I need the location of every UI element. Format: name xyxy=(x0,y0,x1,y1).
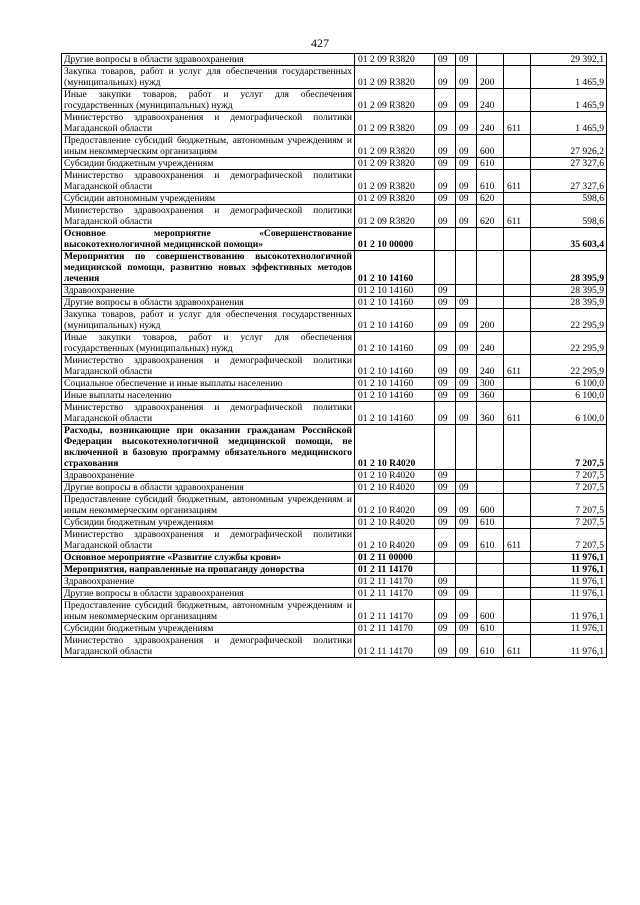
row-section: 09 xyxy=(435,54,456,66)
row-code: 01 2 11 14170 xyxy=(355,576,435,588)
row-expense-type xyxy=(477,576,504,588)
row-amount: 27 327,6 xyxy=(531,170,607,193)
row-admin-code: 611 xyxy=(504,355,531,378)
row-expense-type xyxy=(477,564,504,576)
row-expense-type: 240 xyxy=(477,112,504,135)
row-section: 09 xyxy=(435,402,456,425)
row-expense-type: 240 xyxy=(477,332,504,355)
row-expense-type: 620 xyxy=(477,193,504,205)
row-amount: 11 976,1 xyxy=(531,564,607,576)
row-section: 09 xyxy=(435,588,456,600)
table-row xyxy=(62,425,607,470)
row-section: 09 xyxy=(435,297,456,309)
row-expense-type xyxy=(477,552,504,564)
row-expense-type xyxy=(477,425,504,470)
row-subsection: 09 xyxy=(456,482,477,494)
row-subsection: 09 xyxy=(456,635,477,658)
row-amount: 29 392,1 xyxy=(531,54,607,66)
row-code: 01 2 10 R4020 xyxy=(355,494,435,517)
table-row xyxy=(62,600,607,623)
row-amount: 27 926,2 xyxy=(531,135,607,158)
row-expense-type: 610 xyxy=(477,158,504,170)
table-row xyxy=(62,355,607,378)
table-row xyxy=(62,309,607,332)
row-code: 01 2 10 14160 xyxy=(355,355,435,378)
row-subsection: 09 xyxy=(456,54,477,66)
row-expense-type xyxy=(477,470,504,482)
table-row xyxy=(62,158,607,170)
row-name: Здравоохранение xyxy=(62,576,355,588)
table-row xyxy=(62,112,607,135)
row-subsection xyxy=(456,425,477,470)
row-section: 09 xyxy=(435,309,456,332)
row-name: Другие вопросы в области здравоохранения xyxy=(62,54,355,66)
budget-table xyxy=(61,53,607,658)
row-admin-code xyxy=(504,285,531,297)
row-name: Министерство здравоохранения и демографической политики Магаданской области xyxy=(62,205,355,228)
row-code: 01 2 10 14160 xyxy=(355,309,435,332)
row-code: 01 2 10 R4020 xyxy=(355,517,435,529)
row-amount: 598,6 xyxy=(531,193,607,205)
row-code: 01 2 09 R3820 xyxy=(355,193,435,205)
row-expense-type: 240 xyxy=(477,355,504,378)
row-name: Основное мероприятие «Развитие службы крови» xyxy=(62,552,355,564)
table-row xyxy=(62,623,607,635)
row-expense-type: 240 xyxy=(477,89,504,112)
row-name: Иные закупки товаров, работ и услуг для обеспечения государственных (муниципальных) нужд xyxy=(62,89,355,112)
row-subsection: 09 xyxy=(456,529,477,552)
row-subsection xyxy=(456,552,477,564)
row-admin-code xyxy=(504,378,531,390)
row-section xyxy=(435,251,456,285)
row-admin-code xyxy=(504,600,531,623)
row-subsection: 09 xyxy=(456,494,477,517)
table-row xyxy=(62,564,607,576)
row-admin-code: 611 xyxy=(504,402,531,425)
row-code: 01 2 11 14170 xyxy=(355,564,435,576)
row-admin-code xyxy=(504,309,531,332)
table-body xyxy=(62,54,607,658)
row-name: Закупка товаров, работ и услуг для обеспечения государственных (муниципальных) нужд xyxy=(62,309,355,332)
row-admin-code: 611 xyxy=(504,205,531,228)
page-number: 427 xyxy=(311,36,329,50)
row-section: 09 xyxy=(435,529,456,552)
row-admin-code xyxy=(504,297,531,309)
row-admin-code xyxy=(504,332,531,355)
table-row xyxy=(62,285,607,297)
row-subsection: 09 xyxy=(456,112,477,135)
row-admin-code xyxy=(504,517,531,529)
row-amount: 28 395,9 xyxy=(531,251,607,285)
row-subsection xyxy=(456,576,477,588)
row-code: 01 2 09 R3820 xyxy=(355,170,435,193)
row-section: 09 xyxy=(435,600,456,623)
row-code: 01 2 10 R4020 xyxy=(355,470,435,482)
table-row xyxy=(62,170,607,193)
row-admin-code xyxy=(504,623,531,635)
row-expense-type: 610 xyxy=(477,635,504,658)
row-section: 09 xyxy=(435,135,456,158)
table-row xyxy=(62,89,607,112)
row-subsection: 09 xyxy=(456,600,477,623)
row-expense-type xyxy=(477,297,504,309)
row-code: 01 2 11 14170 xyxy=(355,623,435,635)
row-section: 09 xyxy=(435,576,456,588)
row-amount: 22 295,9 xyxy=(531,309,607,332)
row-admin-code xyxy=(504,482,531,494)
row-section xyxy=(435,425,456,470)
row-code: 01 2 10 14160 xyxy=(355,378,435,390)
row-expense-type: 360 xyxy=(477,402,504,425)
row-admin-code xyxy=(504,158,531,170)
table-row xyxy=(62,297,607,309)
row-amount: 7 207,5 xyxy=(531,425,607,470)
row-name: Министерство здравоохранения и демографической политики Магаданской области xyxy=(62,402,355,425)
table-row xyxy=(62,205,607,228)
row-expense-type: 600 xyxy=(477,135,504,158)
row-section: 09 xyxy=(435,635,456,658)
row-expense-type: 600 xyxy=(477,494,504,517)
row-section: 09 xyxy=(435,158,456,170)
row-code: 01 2 09 R3820 xyxy=(355,66,435,89)
row-subsection xyxy=(456,228,477,251)
row-section: 09 xyxy=(435,170,456,193)
row-name: Предоставление субсидий бюджетным, автономным учреждениям и иным некоммерческим организациям xyxy=(62,600,355,623)
row-admin-code xyxy=(504,66,531,89)
row-amount: 11 976,1 xyxy=(531,576,607,588)
row-name: Министерство здравоохранения и демографической политики Магаданской области xyxy=(62,635,355,658)
row-section xyxy=(435,552,456,564)
row-code: 01 2 10 14160 xyxy=(355,251,435,285)
row-expense-type: 360 xyxy=(477,390,504,402)
row-expense-type: 610 xyxy=(477,529,504,552)
row-amount: 7 207,5 xyxy=(531,494,607,517)
row-section: 09 xyxy=(435,482,456,494)
row-name: Другие вопросы в области здравоохранения xyxy=(62,297,355,309)
row-section: 09 xyxy=(435,66,456,89)
row-code: 01 2 10 14160 xyxy=(355,390,435,402)
row-admin-code xyxy=(504,494,531,517)
row-name: Мероприятия, направленные на пропаганду донорства xyxy=(62,564,355,576)
row-subsection xyxy=(456,470,477,482)
row-code: 01 2 10 R4020 xyxy=(355,425,435,470)
row-section xyxy=(435,228,456,251)
row-expense-type: 610 xyxy=(477,517,504,529)
row-amount: 28 395,9 xyxy=(531,285,607,297)
row-subsection: 09 xyxy=(456,193,477,205)
row-admin-code xyxy=(504,425,531,470)
row-section: 09 xyxy=(435,494,456,517)
row-name: Расходы, возникающие при оказании гражданам Российской Федерации высокотехнологичной медицинской помощи, не включенной в базовую программу обязательного медицинского страхования xyxy=(62,425,355,470)
row-code: 01 2 10 14160 xyxy=(355,402,435,425)
row-code: 01 2 09 R3820 xyxy=(355,135,435,158)
row-name: Субсидии бюджетным учреждениям xyxy=(62,158,355,170)
table-row xyxy=(62,66,607,89)
row-admin-code: 611 xyxy=(504,170,531,193)
row-expense-type: 610 xyxy=(477,170,504,193)
row-amount: 11 976,1 xyxy=(531,552,607,564)
row-amount: 598,6 xyxy=(531,205,607,228)
row-name: Предоставление субсидий бюджетным, автономным учреждениям и иным некоммерческим организациям xyxy=(62,135,355,158)
row-name: Мероприятия по совершенствованию высокотехнологичной медицинской помощи, развитию новых эффективных методов лечения xyxy=(62,251,355,285)
row-expense-type xyxy=(477,251,504,285)
row-section: 09 xyxy=(435,355,456,378)
row-subsection: 09 xyxy=(456,158,477,170)
row-expense-type xyxy=(477,285,504,297)
row-code: 01 2 09 R3820 xyxy=(355,205,435,228)
row-code: 01 2 10 14160 xyxy=(355,332,435,355)
row-name: Закупка товаров, работ и услуг для обеспечения государственных (муниципальных) нужд xyxy=(62,66,355,89)
row-code: 01 2 11 14170 xyxy=(355,635,435,658)
row-admin-code xyxy=(504,228,531,251)
row-admin-code xyxy=(504,193,531,205)
row-code: 01 2 10 R4020 xyxy=(355,529,435,552)
row-name: Социальное обеспечение и иные выплаты населению xyxy=(62,378,355,390)
table-row xyxy=(62,517,607,529)
row-expense-type: 600 xyxy=(477,600,504,623)
row-amount: 7 207,5 xyxy=(531,482,607,494)
row-subsection: 09 xyxy=(456,517,477,529)
row-amount: 7 207,5 xyxy=(531,517,607,529)
row-name: Другие вопросы в области здравоохранения xyxy=(62,482,355,494)
row-subsection: 09 xyxy=(456,309,477,332)
row-amount: 22 295,9 xyxy=(531,332,607,355)
row-admin-code xyxy=(504,89,531,112)
row-name: Предоставление субсидий бюджетным, автономным учреждениям и иным некоммерческим организациям xyxy=(62,494,355,517)
row-name: Иные закупки товаров, работ и услуг для обеспечения государственных (муниципальных) нужд xyxy=(62,332,355,355)
row-section: 09 xyxy=(435,89,456,112)
row-admin-code xyxy=(504,135,531,158)
row-section: 09 xyxy=(435,623,456,635)
row-amount: 22 295,9 xyxy=(531,355,607,378)
row-expense-type: 620 xyxy=(477,205,504,228)
row-amount: 6 100,0 xyxy=(531,378,607,390)
row-subsection: 09 xyxy=(456,297,477,309)
row-expense-type: 300 xyxy=(477,378,504,390)
row-name: Министерство здравоохранения и демографической политики Магаданской области xyxy=(62,112,355,135)
row-code: 01 2 10 R4020 xyxy=(355,482,435,494)
row-amount: 1 465,9 xyxy=(531,112,607,135)
row-name: Субсидии автономным учреждениям xyxy=(62,193,355,205)
table-row xyxy=(62,135,607,158)
row-code: 01 2 09 R3820 xyxy=(355,112,435,135)
row-name: Министерство здравоохранения и демографической политики Магаданской области xyxy=(62,170,355,193)
row-code: 01 2 09 R3820 xyxy=(355,89,435,112)
row-admin-code xyxy=(504,588,531,600)
row-name: Субсидии бюджетным учреждениям xyxy=(62,517,355,529)
row-amount: 11 976,1 xyxy=(531,600,607,623)
row-subsection: 09 xyxy=(456,89,477,112)
row-expense-type xyxy=(477,588,504,600)
row-subsection: 09 xyxy=(456,623,477,635)
row-admin-code xyxy=(504,552,531,564)
row-name: Министерство здравоохранения и демографической политики Магаданской области xyxy=(62,355,355,378)
row-amount: 11 976,1 xyxy=(531,588,607,600)
row-expense-type xyxy=(477,54,504,66)
row-expense-type: 200 xyxy=(477,309,504,332)
row-admin-code xyxy=(504,470,531,482)
row-section xyxy=(435,564,456,576)
row-admin-code xyxy=(504,54,531,66)
table-row xyxy=(62,635,607,658)
table-row xyxy=(62,378,607,390)
table-row xyxy=(62,390,607,402)
row-section: 09 xyxy=(435,112,456,135)
row-subsection xyxy=(456,251,477,285)
row-subsection: 09 xyxy=(456,355,477,378)
row-amount: 1 465,9 xyxy=(531,66,607,89)
row-subsection: 09 xyxy=(456,66,477,89)
row-code: 01 2 11 14170 xyxy=(355,588,435,600)
row-admin-code xyxy=(504,576,531,588)
table-row xyxy=(62,228,607,251)
row-name: Иные выплаты населению xyxy=(62,390,355,402)
row-subsection xyxy=(456,285,477,297)
table-row xyxy=(62,251,607,285)
table-row xyxy=(62,588,607,600)
row-amount: 7 207,5 xyxy=(531,529,607,552)
row-amount: 11 976,1 xyxy=(531,635,607,658)
row-name: Субсидии бюджетным учреждениям xyxy=(62,623,355,635)
row-admin-code xyxy=(504,251,531,285)
row-name: Здравоохранение xyxy=(62,285,355,297)
row-name: Другие вопросы в области здравоохранения xyxy=(62,588,355,600)
table-row xyxy=(62,552,607,564)
table-row xyxy=(62,576,607,588)
row-admin-code xyxy=(504,564,531,576)
row-subsection: 09 xyxy=(456,378,477,390)
row-section: 09 xyxy=(435,285,456,297)
row-amount: 11 976,1 xyxy=(531,623,607,635)
row-code: 01 2 11 14170 xyxy=(355,600,435,623)
row-section: 09 xyxy=(435,205,456,228)
row-expense-type: 200 xyxy=(477,66,504,89)
table-row xyxy=(62,470,607,482)
row-admin-code: 611 xyxy=(504,112,531,135)
row-expense-type xyxy=(477,228,504,251)
row-subsection: 09 xyxy=(456,205,477,228)
row-name: Основное мероприятие «Совершенствование высокотехнологичной медицинской помощи» xyxy=(62,228,355,251)
table-row xyxy=(62,54,607,66)
table-row xyxy=(62,482,607,494)
row-amount: 1 465,9 xyxy=(531,89,607,112)
row-section: 09 xyxy=(435,517,456,529)
row-admin-code xyxy=(504,390,531,402)
row-section: 09 xyxy=(435,378,456,390)
row-amount: 27 327,6 xyxy=(531,158,607,170)
row-admin-code: 611 xyxy=(504,529,531,552)
row-subsection: 09 xyxy=(456,332,477,355)
row-code: 01 2 11 00000 xyxy=(355,552,435,564)
row-amount: 7 207,5 xyxy=(531,470,607,482)
table-row xyxy=(62,494,607,517)
row-code: 01 2 09 R3820 xyxy=(355,158,435,170)
row-code: 01 2 10 00000 xyxy=(355,228,435,251)
table-row xyxy=(62,332,607,355)
row-name: Министерство здравоохранения и демографической политики Магаданской области xyxy=(62,529,355,552)
table-row xyxy=(62,193,607,205)
table-row xyxy=(62,529,607,552)
row-section: 09 xyxy=(435,390,456,402)
row-admin-code: 611 xyxy=(504,635,531,658)
table-row xyxy=(62,402,607,425)
row-subsection: 09 xyxy=(456,588,477,600)
row-amount: 28 395,9 xyxy=(531,297,607,309)
row-amount: 6 100,0 xyxy=(531,402,607,425)
row-subsection xyxy=(456,564,477,576)
row-amount: 35 603,4 xyxy=(531,228,607,251)
row-subsection: 09 xyxy=(456,402,477,425)
row-amount: 6 100,0 xyxy=(531,390,607,402)
row-section: 09 xyxy=(435,470,456,482)
row-name: Здравоохранение xyxy=(62,470,355,482)
row-code: 01 2 10 14160 xyxy=(355,297,435,309)
row-expense-type: 610 xyxy=(477,623,504,635)
row-section: 09 xyxy=(435,193,456,205)
row-code: 01 2 09 R3820 xyxy=(355,54,435,66)
row-subsection: 09 xyxy=(456,390,477,402)
row-subsection: 09 xyxy=(456,170,477,193)
row-subsection: 09 xyxy=(456,135,477,158)
row-section: 09 xyxy=(435,332,456,355)
row-code: 01 2 10 14160 xyxy=(355,285,435,297)
row-expense-type xyxy=(477,482,504,494)
